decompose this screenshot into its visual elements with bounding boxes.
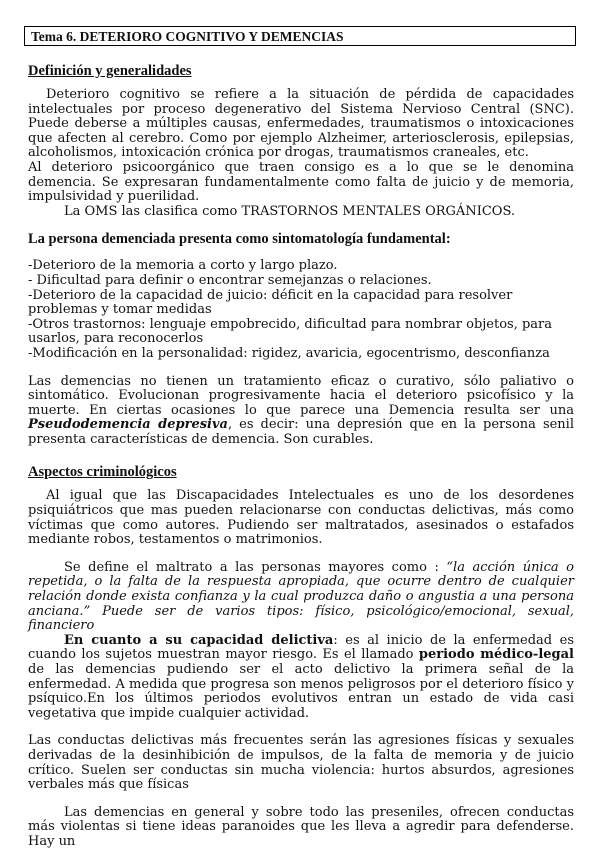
paragraph-tratamiento: Las demencias no tienen un tratamiento eficaz o curativo, sólo paliativo o sintomático. Evolucionan progresivamente hacia el deterioro psicofísico y la muerte. En ciertas ocasiones lo que parece una Demencia resulta ser una Pseudodemencia depresiva, es decir: una depresión que en la persona senil presenta características de demencia. Son curables. [28, 373, 574, 447]
paragraph-preseniles: Las demencias en general y sobre todo las preseniles, ofrecen conductas más violentas si tiene ideas paranoides que les lleva a agredir para defenderse. Hay un [28, 804, 574, 849]
list-item: -Modificación en la personalidad: rigidez, avaricia, egocentrismo, desconfianza [28, 345, 550, 361]
heading-sintomatologia: La persona demenciada presenta como sintomatología fundamental: [28, 231, 451, 248]
paragraph-discapacidades: Al igual que las Discapacidades Intelectuales es uno de los desordenes psiquiátricos que mas pueden relacionarse con conductas delictivas, más como víctimas que como autores. Pudiendo ser maltratados, asesinados o estafados mediante robos, testamentos o matrimonios. [28, 488, 574, 548]
paragraph-maltrato: Se define el maltrato a las personas mayores como : “la acción única o repetida, o la falta de la respuesta apropiada, que ocurre dentro de cualquier relación donde exista confianza y la cual produzca daño o angustia a una persona anciana.” Puede ser de varios tipos: físico, psicológico/emocional, sexual, financiero [28, 559, 574, 634]
heading-criminologicos: Aspectos criminológicos [28, 464, 177, 481]
list-item: -Otros trastornos: lenguaje empobrecido, dificultad para nombrar objetos, para usarlos, para reconocerlos [28, 316, 553, 347]
list-item: -Deterioro de la memoria a corto y largo plazo. [28, 258, 338, 274]
paragraph-definicion: Deterioro cognitivo se refiere a la situación de pérdida de capacidades intelectuales por proceso degenerativo del Sistema Nervioso Central (SNC). Puede deberse a múltiples causas, enfermedades, traumatismos o intoxicaciones que afecten al cerebro. Como por ejemplo Alzheimer, arteriosclerosis, epilepsias, alcoholismos, intoxicación crónica por drogas, traumatismos craneales, etc. [28, 87, 574, 161]
symptom-list [28, 259, 574, 361]
document-title: Tema 6. DETERIORO COGNITIVO Y DEMENCIAS [24, 26, 576, 46]
paragraph-oms: La OMS las clasifica como TRASTORNOS MENTALES ORGÁNICOS. [64, 203, 516, 219]
term-pseudodemencia: Pseudodemencia depresiva [28, 417, 228, 433]
list-item: - Dificultad para definir o encontrar semejanzas o relaciones. [28, 272, 432, 288]
paragraph-capacidad-delictiva: En cuanto a su capacidad delictiva: es al inicio de la enfermedad es cuando los sujetos muestran mayor riesgo. Es el llamado periodo médico-legal de las demencias pudiendo ser el acto delictivo la primera señal de la enfermedad. A medida que progresa son menos peligrosos por el deterioro físico y psíquico.En los últimos periodos evolutivos entran un estado de vida casi vegetativa que impide cualquier actividad. [28, 632, 574, 721]
document-page [28, 26, 574, 850]
paragraph-demencia: Al deterioro psicoorgánico que traen consigo es a lo que se le denomina demencia. Se expresaran fundamentalmente como falta de juicio y de memoria, impulsividad y puerilidad. [28, 159, 574, 205]
heading-definicion: Definición y generalidades [28, 63, 192, 79]
paragraph-conductas: Las conductas delictivas más frecuentes serán las agresiones físicas y sexuales derivadas de la desinhibición de impulsos, de la falta de memoria y de juicio crítico. Suelen ser conductas sin mucha violencia: hurtos absurdos, agresiones verbales más que físicas [28, 733, 574, 793]
maltrato-definition-quote: “la acción única o repetida, o la falta de la respuesta apropiada, que ocurre dentro de cualquier relación donde exista confianza y la cual produzca daño o angustia a una persona anciana.” Puede ser de varios tipos: físico, psicológico/emocional, sexual, financiero [28, 559, 574, 634]
list-item: -Deterioro de la capacidad de juicio: déficit en la capacidad para resolver problemas y tomar medidas [28, 287, 513, 318]
